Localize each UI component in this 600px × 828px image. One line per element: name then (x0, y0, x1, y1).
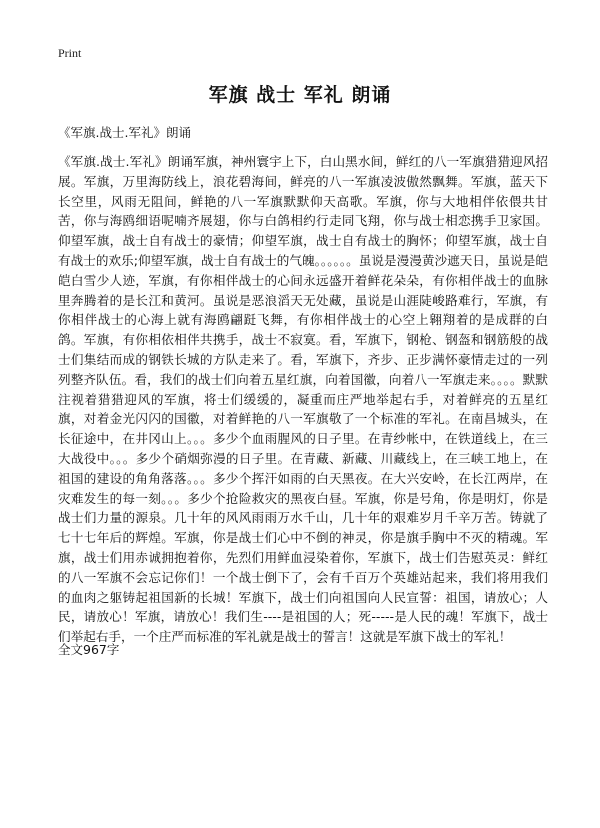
article-body: 《军旗.战士.军礼》朗诵军旗，神州寰宇上下，白山黑水间，鲜红的八一军旗猎猎迎风招展。军旗，万里海防线上，浪花碧海间，鲜亮的八一军旗凌波傲然飘舞。军旗，蓝天下长空里，风雨无阻间，鲜艳的八一军旗默默仰天高歌。军旗，你与大地相伴依偎共甘苦，你与海鸥细语呢喃齐展翅，你与白鸽相约行走同飞翔，你与战士相恋携手卫家国。仰望军旗，战士自有战士的豪情；仰望军旗，战士自有战士的胸怀；仰望军旗，战士自有战士的欢乐;仰望军旗，战士自有战士的气魄。。。。。。虽说是漫漫黄沙遮天日，虽说是皑皑白雪少人迹，军旗，有你相伴战士的心间永远盛开着鲜花朵朵，有你相伴战士的血脉里奔腾着的是长江和黄河。虽说是恶浪滔天无处藏，虽说是山涯陡峻路难行，军旗，有你相伴战士的心海上就有海鸥翩跹飞舞，有你相伴战士的心空上翱翔着的是成群的白鸽。军旗，有你相依相伴共携手，战士不寂寞。看，军旗下，钢枪、钢盔和钢筋般的战士们集结而成的钢铁长城的方队走来了。看，军旗下，齐步、正步满怀豪情走过的一列列整齐队伍。看，我们的战士们向着五星红旗，向着国徽，向着八一军旗走来。。。。默默注视着猎猎迎风的军旗，将士们缓缓的，凝重而庄严地举起右手，对着鲜亮的五星红旗，对着金光闪闪的国徽，对着鲜艳的八一军旗敬了一个标准的军礼。在南昌城头，在长征途中，在井冈山上。。。多少个血雨腥风的日子里。在青纱帐中，在铁道线上，在三大战役中。。。多少个硝烟弥漫的日子里。在青藏、新藏、川藏线上，在三峡工地上，在祖国的建设的角角落落。。。多少个挥汗如雨的白天黑夜。在大兴安岭，在长江两岸，在灾难发生的每一刻。。。多少个抢险救灾的黑夜白昼。军旗，你是号角，你是明灯，你是战士们力量的源泉。几十年的风风雨雨万水千山，几十年的艰难岁月千辛万苦。铸就了七十七年后的辉煌。军旗，你是战士们心中不倒的神灵，你是旗手胸中不灭的精魂。军旗，战士们用赤诚拥抱着你，先烈们用鲜血浸染着你，军旗下，战士们告慰英灵：鲜红的八一军旗不会忘记你们！一个战士倒下了，会有千百万个英雄站起来，我们将用我们的血肉之躯铸起祖国新的长城！军旗下，战士们向祖国向人民宣誓：祖国，请放心；人民，请放心！军旗，请放心！我们生----是祖国的人；死-----是人民的魂！军旗下，战士们举起右手，一个庄严而标准的军礼就是战士的誓言！这就是军旗下战士的军礼！ (58, 154, 548, 645)
article-subtitle: 《军旗.战士.军礼》朗诵 (58, 125, 191, 140)
print-link[interactable]: Print (58, 46, 82, 60)
word-count: 全文967字 (58, 642, 120, 657)
page-title: 军旗 战士 军礼 朗诵 (208, 84, 392, 106)
